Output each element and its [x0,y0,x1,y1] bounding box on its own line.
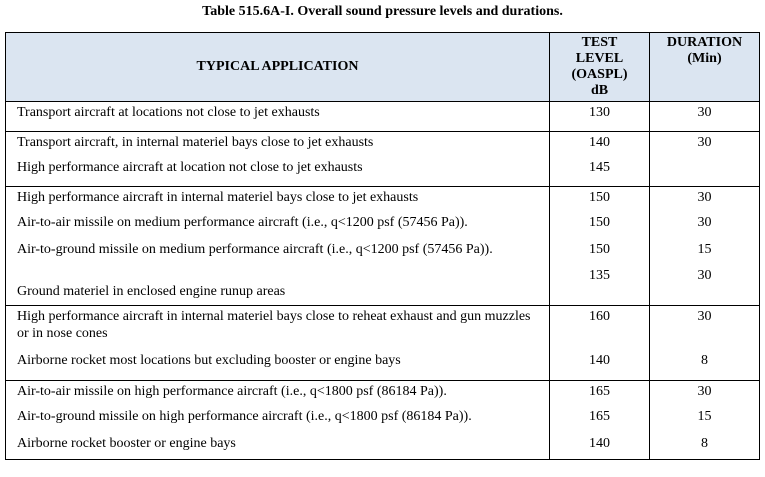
cell-application: Ground materiel in enclosed engine runup areas [6,277,550,306]
cell-level: 160 [550,306,650,353]
header-typical-application: TYPICAL APPLICATION [6,33,550,102]
table-row [6,214,760,241]
cell-level: 150 [550,187,650,215]
cell-application: High performance aircraft at location not close to jet exhausts [6,159,550,187]
cell-duration: 8 [650,352,760,381]
table-row [6,102,760,132]
cell-application: Air-to-air missile on medium performance aircraft (i.e., q<1200 psf (57456 Pa)). [6,214,550,241]
cell-level: 165 [550,381,650,409]
cell-level: 150 [550,241,650,277]
cell-application: Transport aircraft at locations not close to jet exhausts [6,102,550,132]
cell-duration: 15 [650,408,760,435]
cell-level: 150 [550,214,650,241]
cell-application: High performance aircraft in internal materiel bays close to reheat exhaust and gun muzzles or in nose cones [6,306,550,353]
cell-level: 140 [550,435,650,460]
cell-application: Airborne rocket most locations but excluding booster or engine bays [6,352,550,381]
cell-duration [650,159,760,187]
header-row [6,33,760,102]
cell-application: Airborne rocket booster or engine bays [6,435,550,460]
header-line: LEVEL [575,51,624,66]
cell-level: 165 [550,408,650,435]
cell-duration: 30 [650,306,760,353]
header-line: (OASPL) [571,67,628,82]
header-line: TEST [581,35,618,50]
table-row [6,159,760,187]
cell-duration: 8 [650,435,760,460]
cell-duration: 30 [650,187,760,215]
table-row [6,435,760,460]
cell-application: Air-to-ground missile on medium performance aircraft (i.e., q<1200 psf (57456 Pa)). [6,241,550,277]
table-row [6,132,760,160]
cell-duration: 30 [650,381,760,409]
cell-duration: 30 [650,267,760,296]
cell-duration: 30 [650,132,760,160]
header-duration [650,33,760,102]
cell-application: High performance aircraft in internal materiel bays close to jet exhausts [6,187,550,215]
table-row [6,306,760,353]
cell-duration: 30 [650,214,760,241]
table-row [6,408,760,435]
cell-application: Air-to-air missile on high performance aircraft (i.e., q<1800 psf (86184 Pa)). [6,381,550,409]
cell-application: Transport aircraft, in internal materiel bays close to jet exhausts [6,132,550,160]
cell-level: 130 [550,102,650,132]
cell-level: 140 [550,352,650,381]
table-caption: Table 515.6A-I. Overall sound pressure levels and durations. [202,4,563,19]
header-line: dB [590,83,609,98]
cell-application: Air-to-ground missile on high performance aircraft (i.e., q<1800 psf (86184 Pa)). [6,408,550,435]
sound-levels-table [5,32,760,460]
table-row [6,352,760,381]
table-row [6,187,760,215]
table-row [6,277,760,306]
header-test-level [550,33,650,102]
table-row [6,381,760,409]
cell-level: 140 [550,132,650,160]
cell-level: 145 [550,159,650,187]
header-line: DURATION [666,35,743,50]
header-line: (Min) [687,51,722,66]
cell-duration: 30 [650,102,760,132]
cell-level: 135 [550,267,650,296]
cell-duration: 15 [650,241,760,277]
